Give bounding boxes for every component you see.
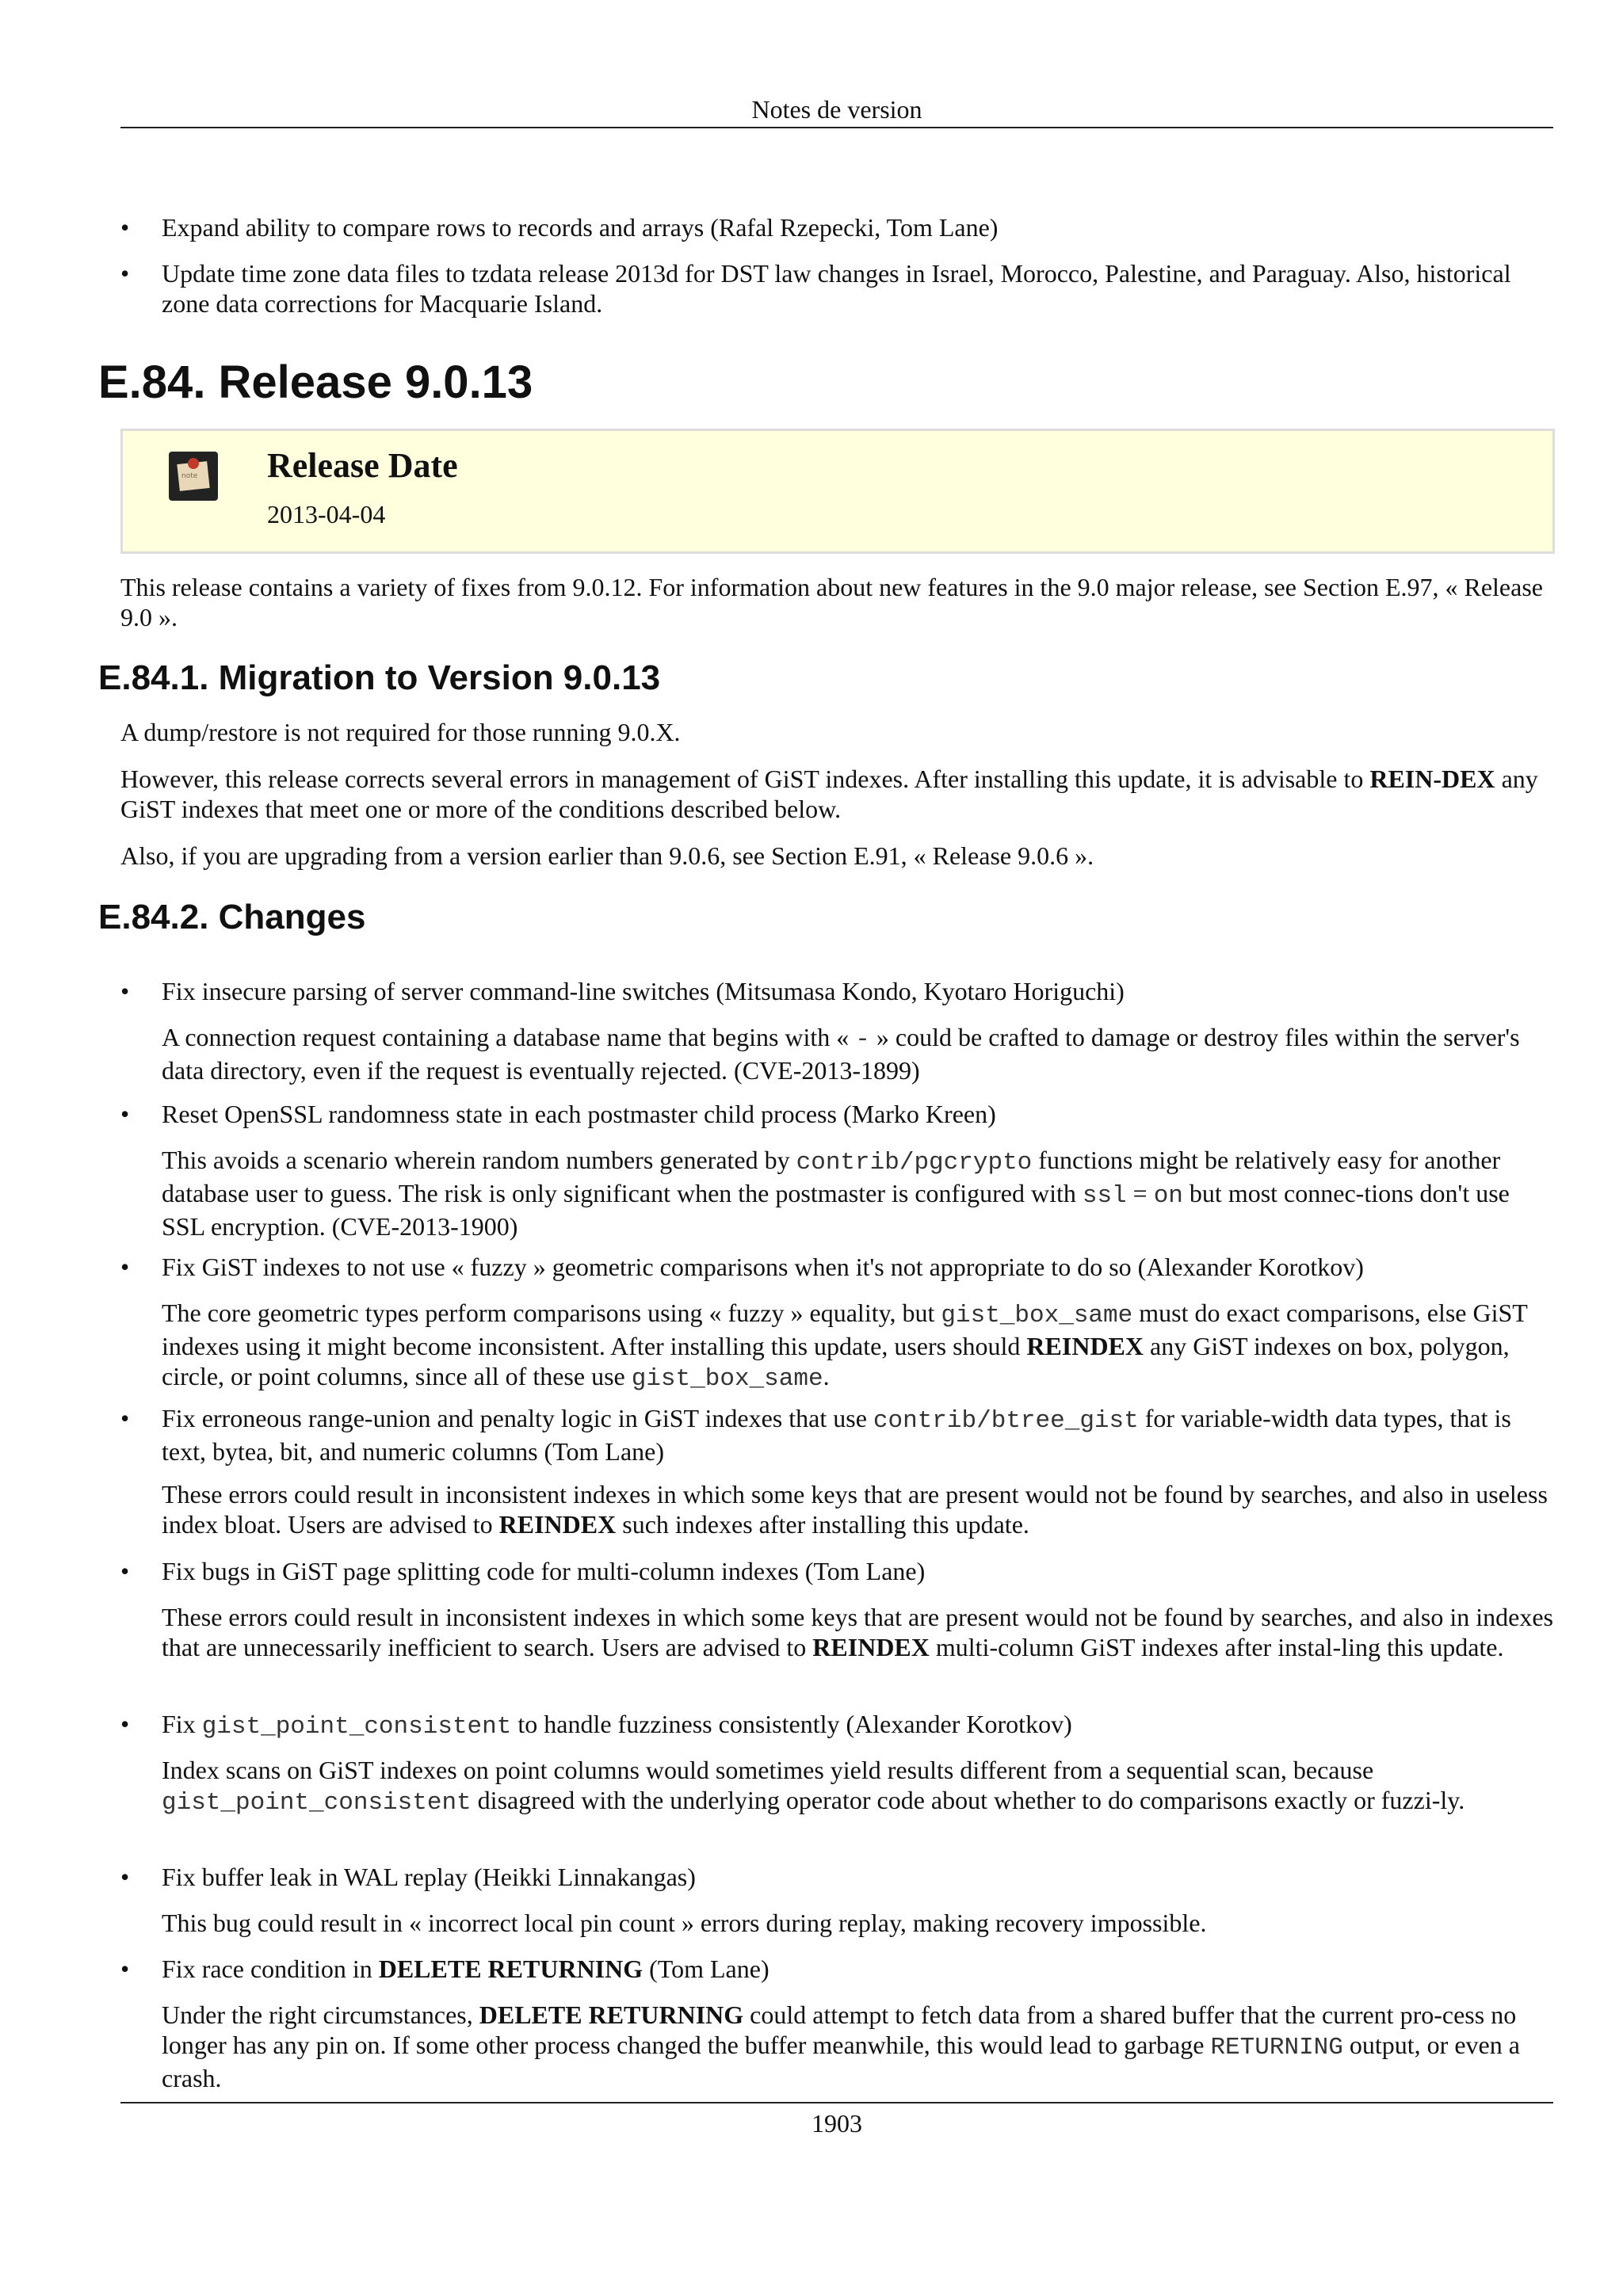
bullet-icon: • [120,213,130,242]
bullet-icon: • [120,1100,130,1128]
bullet-icon: • [120,1955,130,1983]
change-item: • Fix bugs in GiST page splitting code for multi-column indexes (Tom Lane) [120,1557,926,1585]
release-date-note [120,429,1555,554]
page-number: 1903 [812,2109,862,2138]
change-description: A connection request containing a database name that begins with « - » could be crafted to damage or destroy files within the server's data directory, even if the request is eventually rejected. (CVE-2013-1899) [162,1023,1520,1085]
change-description: This bug could result in « incorrect local pin count » errors during replay, making recovery impossible. [162,1909,1207,1937]
bullet-icon: • [120,1404,130,1432]
section-title: E.84. Release 9.0.13 [98,357,533,408]
note-icon: note [169,452,218,501]
change-item: • Reset OpenSSL randomness state in each postmaster child process (Marko Kreen) [120,1100,996,1128]
change-item: • Fix erroneous range-union and penalty logic in GiST indexes that use contrib/btree_gist for variable-width data types, that is text, bytea, bit, and numeric columns (Tom Lane) [120,1404,1511,1466]
change-item: • Fix buffer leak in WAL replay (Heikki Linnakangas) [120,1863,696,1891]
migration-title: E.84.1. Migration to Version 9.0.13 [98,658,661,697]
footer-rule [120,2102,1553,2103]
change-description: These errors could result in inconsistent indexes in which some keys that are present would not be found by searches, and also in useless index bloat. Users are advised to REINDEX such indexes after installing this update. [162,1480,1548,1539]
change-item: • Fix GiST indexes to not use « fuzzy » geometric comparisons when it's not appropriate to do so (Alexander Korotkov) [120,1253,1364,1281]
change-description: This avoids a scenario wherein random numbers generated by contrib/pgcrypto functions might be relatively easy for another database user to guess. The risk is only significant when the postmaster is configured with ssl = on but most connec-tions don't use SSL encryption. (CVE-2013-1900) [162,1146,1510,1241]
changes-title: E.84.2. Changes [98,898,366,936]
change-description: The core geometric types perform comparisons using « fuzzy » equality, but gist_box_same must do exact comparisons, else GiST indexes using it might become inconsistent. After installing this update, users should REINDEX any GiST indexes on box, polygon, circle, or point columns, since all of these use gist_box_same. [162,1299,1528,1393]
list-item: • Update time zone data files to tzdata release 2013d for DST law changes in Israel, Morocco, Palestine, and Paraguay. Also, historical zone data corrections for Macquarie Island. [120,259,1511,318]
change-item: • Fix race condition in DELETE RETURNING (Tom Lane) [120,1955,769,1983]
migration-p3: Also, if you are upgrading from a version earlier than 9.0.6, see Section E.91, « Release 9.0.6 ». [120,841,1094,870]
release-date: 2013-04-04 [267,500,386,528]
change-item: • Fix insecure parsing of server command-line switches (Mitsumasa Kondo, Kyotaro Horiguchi) [120,977,1125,1005]
header-rule [120,127,1553,128]
bullet-icon: • [120,1557,130,1585]
running-header: Notes de version [751,95,922,124]
bullet-icon: • [120,1863,130,1891]
change-item: • Fix gist_point_consistent to handle fuzziness consistently (Alexander Korotkov) [120,1710,1072,1741]
bullet-icon: • [120,1253,130,1281]
section-intro: This release contains a variety of fixes from 9.0.12. For information about new features in the 9.0 major release, see Section E.97, « Release 9.0 ». [120,573,1543,631]
change-description: These errors could result in inconsistent indexes in which some keys that are present would not be found by searches, and also in indexes that are unnecessarily inefficient to search. Users are advised to REINDEX multi-column GiST indexes after instal-ling this update. [162,1603,1553,1661]
change-description: Index scans on GiST indexes on point columns would sometimes yield results different from a sequential scan, because gist_point_consistent disagreed with the underlying operator code about whether to do comparisons exactly or fuzzi-ly. [162,1756,1465,1817]
list-item: • Expand ability to compare rows to records and arrays (Rafal Rzepecki, Tom Lane) [120,213,999,242]
bullet-icon: • [120,977,130,1005]
note-heading: Release Date [267,446,458,485]
migration-p2: However, this release corrects several errors in management of GiST indexes. After installing this update, it is advisable to REIN-DEX any GiST indexes that meet one or more of the conditions described below. [120,765,1538,823]
bullet-icon: • [120,1710,130,1738]
migration-p1: A dump/restore is not required for those running 9.0.X. [120,718,681,746]
bullet-icon: • [120,259,130,288]
change-description: Under the right circumstances, DELETE RETURNING could attempt to fetch data from a shared buffer that the current pro-cess no longer has any pin on. If some other process changed the buffer meanwhile, this would lead to garbage RETURNING output, or even a crash. [162,2000,1520,2092]
